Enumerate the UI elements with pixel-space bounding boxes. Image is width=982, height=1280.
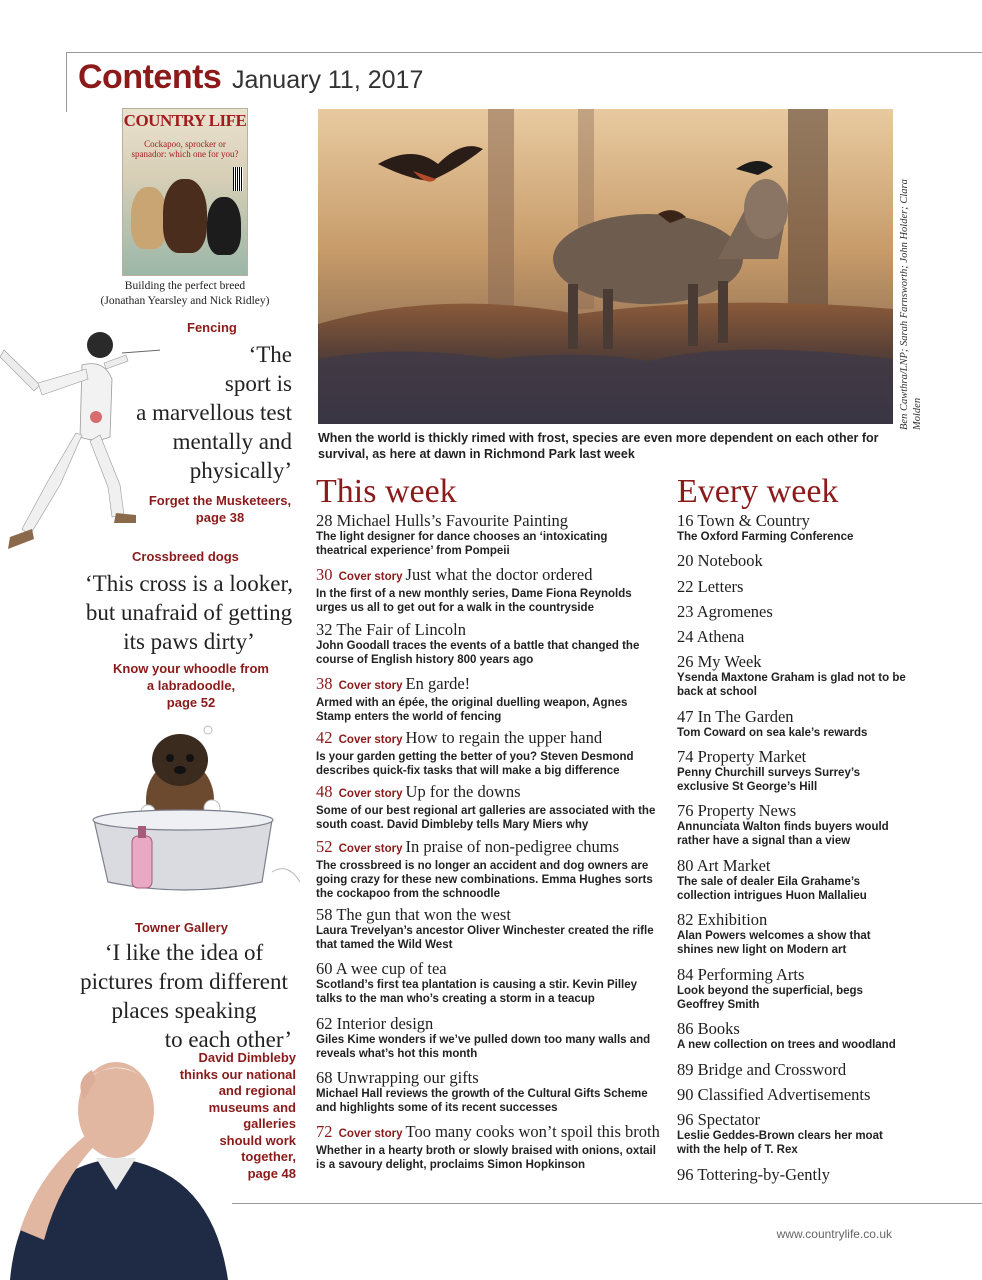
entry-heading	[677, 652, 907, 671]
bottom-rule	[232, 1203, 982, 1204]
every-week-entry[interactable]	[677, 910, 907, 957]
entry-heading	[677, 965, 907, 984]
richmond-park-photo[interactable]	[318, 109, 893, 424]
entry-description: Tom Coward on sea kale’s rewards	[677, 727, 868, 739]
entry-page-number: 42	[316, 728, 333, 747]
cover-story-label: Cover story	[338, 843, 403, 855]
gallery-kicker: Towner Gallery	[135, 920, 228, 935]
every-week-entry[interactable]	[677, 1110, 907, 1157]
cover-story-label: Cover story	[338, 680, 403, 692]
entry-heading	[677, 602, 907, 621]
every-week-entry[interactable]	[677, 1085, 907, 1104]
footer-url[interactable]: www.countrylife.co.uk	[776, 1227, 892, 1241]
entry-page-number: 60	[316, 959, 333, 978]
entry-heading	[677, 627, 907, 646]
entry-heading	[316, 1122, 661, 1144]
entry-title: Athena	[696, 627, 745, 646]
this-week-entry[interactable]	[316, 565, 661, 615]
dogs-page-link[interactable]: Know your whoodle from a labradoodle, page 52	[113, 661, 269, 710]
entry-title: Tottering-by-Gently	[697, 1165, 830, 1184]
entry-title: Property Market	[697, 747, 807, 766]
this-week-entry[interactable]	[316, 959, 661, 1006]
entry-description: Penny Churchill surveys Surrey’s exclusive St George’s Hill	[677, 767, 861, 793]
entry-page-number: 28	[316, 511, 333, 530]
every-week-entry[interactable]	[677, 747, 907, 794]
entry-description: Is your garden getting the better of you? Steven Desmond describes quick-fix tasks that will make a big difference	[316, 751, 634, 777]
entry-description: The light designer for dance chooses an ‘intoxicating theatrical experience’ from Pompeii	[316, 531, 608, 557]
entry-title: Art Market	[696, 856, 771, 875]
entry-heading	[677, 1085, 907, 1104]
this-week-entry[interactable]	[316, 511, 661, 558]
every-week-entry[interactable]	[677, 1165, 907, 1184]
cover-dog-illustration	[131, 187, 167, 249]
entry-title: Town & Country	[697, 511, 810, 530]
entry-heading	[677, 856, 907, 875]
entry-description: The sale of dealer Eila Grahame’s collection intrigues Huon Mallalieu	[677, 876, 867, 902]
this-week-entry[interactable]	[316, 1068, 661, 1115]
cover-masthead: COUNTRY LIFE	[123, 111, 247, 130]
photo-caption: When the world is thickly rimed with frost, species are even more dependent on each other for survival, as here at dawn in Richmond Park last week	[318, 431, 879, 461]
photo-credit: Ben Cawthra/LNP; Sarah Farnsworth; John Holder; Clara Molden	[899, 179, 923, 430]
entry-title: In praise of non-pedigree chums	[405, 837, 620, 856]
entry-heading	[677, 551, 907, 570]
entry-heading	[677, 801, 907, 820]
entry-heading	[677, 1110, 907, 1129]
entry-page-number: 32	[316, 620, 333, 639]
entry-page-number: 24	[677, 627, 694, 646]
entry-title: Michael Hulls’s Favourite Painting	[336, 511, 569, 530]
entry-heading	[316, 674, 661, 696]
every-week-entry[interactable]	[677, 627, 907, 646]
entry-title: How to regain the upper hand	[405, 728, 603, 747]
entry-page-number: 38	[316, 674, 333, 693]
issue-date: January 11, 2017	[232, 66, 424, 94]
entry-description: John Goodall traces the events of a battle that changed the course of English history 800 years ago	[316, 640, 640, 666]
entry-page-number: 48	[316, 782, 333, 801]
every-week-entry[interactable]	[677, 707, 907, 740]
entry-heading	[677, 1165, 907, 1184]
entry-title: Unwrapping our gifts	[336, 1068, 479, 1087]
entry-title: Classified Advertisements	[697, 1085, 871, 1104]
cover-dog-illustration	[207, 197, 241, 255]
page-title: Contents	[78, 58, 222, 96]
every-week-entry[interactable]	[677, 1019, 907, 1052]
entry-page-number: 22	[677, 577, 694, 596]
entry-page-number: 76	[677, 801, 694, 820]
gallery-quote: ‘I like the idea of pictures from different places speaking to each other’	[80, 940, 292, 1052]
every-week-entry[interactable]	[677, 801, 907, 848]
cover-story-label: Cover story	[338, 734, 403, 746]
entry-description: Michael Hall reviews the growth of the Cultural Gifts Scheme and highlights some of its recent successes	[316, 1088, 648, 1114]
entry-title: Exhibition	[697, 910, 768, 929]
entry-description: Whether in a hearty broth or slowly braised with onions, oxtail is a savoury delight, proclaims Simon Hopkinson	[316, 1145, 656, 1171]
entry-page-number: 84	[677, 965, 694, 984]
entry-page-number: 74	[677, 747, 694, 766]
fencing-page-link[interactable]: Forget the Musketeers, page 38	[148, 493, 292, 525]
entry-title: Too many cooks won’t spoil this broth	[405, 1122, 660, 1141]
dogs-kicker: Crossbreed dogs	[132, 549, 239, 564]
entry-description: Some of our best regional art galleries are associated with the south coast. David Dimbleby tells Mary Miers why	[316, 805, 656, 831]
cover-story-label: Cover story	[338, 571, 403, 583]
every-week-entry[interactable]	[677, 551, 907, 570]
cover-story-label: Cover story	[338, 1128, 403, 1140]
portrait-photo	[0, 1040, 232, 1280]
entry-title: Up for the downs	[405, 782, 521, 801]
entry-title: Spectator	[697, 1110, 760, 1129]
entry-heading	[677, 577, 907, 596]
this-week-entry[interactable]	[316, 905, 661, 952]
entry-page-number: 89	[677, 1060, 694, 1079]
every-week-entry[interactable]	[677, 965, 907, 1012]
entry-page-number: 96	[677, 1165, 694, 1184]
entry-description: Armed with an épée, the original duelling weapon, Agnes Stamp enters the world of fencing	[316, 697, 628, 723]
entry-title: The gun that won the west	[336, 905, 511, 924]
every-week-entry[interactable]	[677, 511, 907, 544]
every-week-entry[interactable]	[677, 577, 907, 596]
dogs-quote: ‘This cross is a looker, but unafraid of getting its paws dirty’	[85, 571, 293, 654]
entry-page-number: 16	[677, 511, 694, 530]
entry-title: Notebook	[697, 551, 763, 570]
gallery-page-link[interactable]: David Dimbleby thinks our national and regional museums and galleries should work together, page 48	[179, 1050, 296, 1181]
entry-heading	[316, 782, 661, 804]
entry-heading	[316, 1014, 661, 1033]
entry-heading	[316, 620, 661, 639]
entry-title: Agromenes	[696, 602, 773, 621]
entry-description: Giles Kime wonders if we’ve pulled down too many walls and reveals what’s hot this month	[316, 1034, 651, 1060]
entry-page-number: 20	[677, 551, 694, 570]
every-week-heading: Every week	[677, 473, 839, 510]
entry-heading	[677, 910, 907, 929]
entry-title: Bridge and Crossword	[697, 1060, 847, 1079]
entry-page-number: 90	[677, 1085, 694, 1104]
entry-description: Annunciata Walton finds buyers would rather have a signal than a view	[677, 821, 889, 847]
entry-page-number: 80	[677, 856, 694, 875]
this-week-entry[interactable]	[316, 1014, 661, 1061]
entry-description: In the first of a new monthly series, Dame Fiona Reynolds urges us all to get out for a walk in the countryside	[316, 588, 632, 614]
entry-description: Laura Trevelyan’s ancestor Oliver Winchester created the rifle that tamed the Wild West	[316, 925, 654, 951]
entry-description: Scotland’s first tea plantation is causing a stir. Kevin Pilley talks to the man who’s creating a storm in a teacup	[316, 979, 638, 1005]
entry-heading	[677, 747, 907, 766]
this-week-entry[interactable]	[316, 728, 661, 778]
entry-page-number: 72	[316, 1122, 333, 1141]
entry-heading	[316, 565, 661, 587]
entry-title: My Week	[697, 652, 762, 671]
entry-heading	[316, 511, 661, 530]
entry-heading	[316, 959, 661, 978]
dog-bath-illustration	[88, 712, 303, 902]
magazine-cover[interactable]	[122, 108, 248, 276]
entry-title: A wee cup of tea	[335, 959, 447, 978]
entry-page-number: 82	[677, 910, 694, 929]
every-week-entry[interactable]	[677, 602, 907, 621]
entry-page-number: 96	[677, 1110, 694, 1129]
fencing-kicker: Fencing	[187, 320, 237, 335]
entry-title: En garde!	[405, 674, 471, 693]
entry-title: Books	[697, 1019, 740, 1038]
cover-caption: Building the perfect breed (Jonathan Yearsley and Nick Ridley)	[100, 280, 270, 307]
cover-coverline: Cockapoo, sprocker or spanador: which one for you?	[131, 139, 239, 159]
cover-dog-illustration	[163, 179, 207, 253]
every-week-entry[interactable]	[677, 652, 907, 699]
entry-description: Look beyond the superficial, begs Geoffrey Smith	[677, 985, 863, 1011]
entry-description: A new collection on trees and woodland	[677, 1039, 896, 1051]
entry-page-number: 47	[677, 707, 694, 726]
entry-description: Leslie Geddes-Brown clears her moat with the help of T. Rex	[677, 1130, 883, 1156]
entry-page-number: 30	[316, 565, 333, 584]
entry-page-number: 68	[316, 1068, 333, 1087]
entry-page-number: 86	[677, 1019, 694, 1038]
entry-page-number: 26	[677, 652, 694, 671]
entry-title: Property News	[697, 801, 797, 820]
this-week-entry[interactable]	[316, 1122, 661, 1172]
entry-heading	[316, 837, 661, 859]
entry-heading	[316, 1068, 661, 1087]
cover-barcode	[233, 167, 243, 191]
entry-page-number: 58	[316, 905, 333, 924]
entry-heading	[316, 728, 661, 750]
entry-heading	[677, 1060, 907, 1079]
entry-description: Alan Powers welcomes a show that shines new light on Modern art	[677, 930, 871, 956]
entry-heading	[316, 905, 661, 924]
entry-description: Ysenda Maxtone Graham is glad not to be back at school	[677, 672, 906, 698]
entry-title: Interior design	[336, 1014, 434, 1033]
entry-page-number: 23	[677, 602, 694, 621]
this-week-heading: This week	[316, 473, 457, 510]
top-rule	[66, 52, 982, 53]
left-rule	[66, 52, 67, 112]
entry-description: The Oxford Farming Conference	[677, 531, 854, 543]
entry-page-number: 62	[316, 1014, 333, 1033]
entry-title: Just what the doctor ordered	[405, 565, 593, 584]
every-week-entry[interactable]	[677, 1060, 907, 1079]
this-week-entry[interactable]	[316, 674, 661, 724]
entry-title: In The Garden	[697, 707, 794, 726]
entry-heading	[677, 1019, 907, 1038]
this-week-entry[interactable]	[316, 782, 661, 832]
entry-title: Performing Arts	[697, 965, 805, 984]
every-week-entry[interactable]	[677, 856, 907, 903]
entry-page-number: 52	[316, 837, 333, 856]
entry-title: Letters	[697, 577, 744, 596]
this-week-entry[interactable]	[316, 837, 661, 901]
this-week-entry[interactable]	[316, 620, 661, 667]
entry-title: The Fair of Lincoln	[336, 620, 466, 639]
entry-heading	[677, 511, 907, 530]
cover-story-label: Cover story	[338, 788, 403, 800]
entry-heading	[677, 707, 907, 726]
fencing-quote: ‘The sport is a marvellous test mentally and physically’	[136, 342, 292, 483]
entry-description: The crossbreed is no longer an accident and dog owners are going crazy for these new combinations. Emma Hughes sorts the cockapoo from the schnoodle	[316, 860, 653, 900]
